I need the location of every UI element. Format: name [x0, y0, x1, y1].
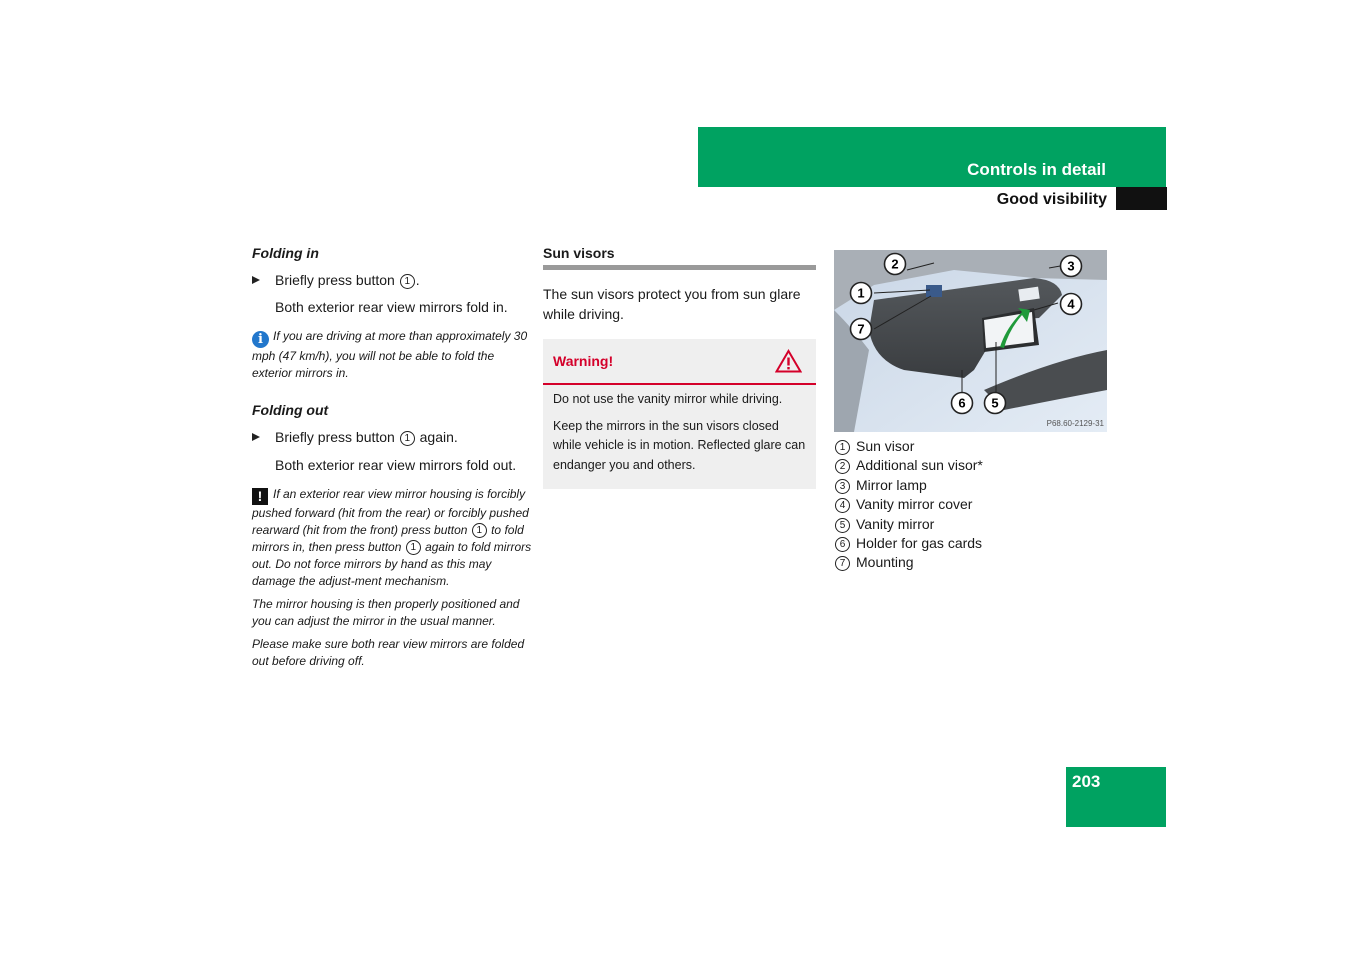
folding-out-step: Briefly press button 1 again.: [252, 427, 532, 447]
folding-in-result: Both exterior rear view mirrors fold in.: [275, 299, 508, 315]
middle-column: [543, 245, 816, 489]
bullet-triangle-icon: [252, 276, 260, 284]
exclamation-icon: !: [252, 488, 268, 505]
bullet-triangle-icon: [252, 433, 260, 441]
figure-legend: [835, 437, 983, 573]
folding-in-heading: Folding in: [252, 245, 319, 261]
callout-6: 6: [958, 395, 966, 411]
warning-body: [543, 385, 816, 489]
legend-item: 6 Holder for gas cards: [835, 534, 983, 553]
legend-item: 4 Vanity mirror cover: [835, 495, 983, 514]
folding-out-heading: Folding out: [252, 402, 329, 418]
section-marker: [1116, 187, 1167, 210]
callout-7: 7: [857, 321, 865, 337]
warning-triangle-icon: [775, 349, 802, 373]
image-code: P68.60-2129-31: [1046, 419, 1104, 428]
callout-3: 3: [1067, 258, 1075, 274]
warning-title: Warning!: [553, 353, 614, 369]
folding-in-step: Briefly press button 1 .: [252, 270, 532, 290]
callout-2: 2: [891, 256, 899, 272]
callout-number: 1: [400, 431, 415, 446]
info-note: i If you are driving at more than approximately 30 mph (47 km/h), you will not be able to fold the exterior mirrors in.: [252, 329, 528, 380]
callout-number: 1: [406, 540, 421, 555]
callout-4: 4: [1067, 296, 1075, 312]
left-column: [252, 245, 532, 670]
legend-item: 3 Mirror lamp: [835, 476, 983, 495]
legend-item: 2 Additional sun visor*: [835, 456, 983, 475]
legend-item: 1 Sun visor: [835, 437, 983, 456]
warning-para-1: Do not use the vanity mirror while driving.: [553, 392, 783, 406]
chapter-title: Controls in detail: [967, 160, 1106, 179]
callout-number: 1: [400, 274, 415, 289]
warning-box: [543, 339, 816, 489]
sun-visors-heading: Sun visors: [543, 245, 816, 270]
legend-item: 5 Vanity mirror: [835, 515, 983, 534]
legend-item: 7 Mounting: [835, 553, 983, 572]
info-icon: i: [252, 331, 269, 348]
caution-note-para3: Please make sure both rear view mirrors are folded out before driving off.: [252, 637, 525, 668]
sun-visor-illustration: [834, 250, 1107, 432]
caution-note: ! If an exterior rear view mirror housing is forcibly pushed forward (hit from the rear) or forcibly pushed rearward (hit from the front) press button 1 to fold mirrors in, then press button 1 again to fold mirrors out. Do not force mirrors by hand as this may damage the adjust-ment mechanism.: [252, 487, 532, 588]
section-title: Good visibility: [996, 191, 1107, 208]
page-number: 203: [1072, 772, 1101, 791]
warning-para-2: Keep the mirrors in the sun visors closed while vehicle is in motion. Reflected glare can endanger you and others.: [553, 418, 806, 472]
folding-out-result: Both exterior rear view mirrors fold out.: [275, 457, 517, 473]
callout-1: 1: [857, 285, 865, 301]
callout-5: 5: [991, 395, 999, 411]
callout-number: 1: [472, 523, 487, 538]
sun-visors-intro: The sun visors protect you from sun glare while driving.: [543, 286, 801, 322]
warning-header: [543, 339, 816, 385]
caution-note-para2: The mirror housing is then properly positioned and you can adjust the mirror in the usual manner.: [252, 597, 520, 628]
